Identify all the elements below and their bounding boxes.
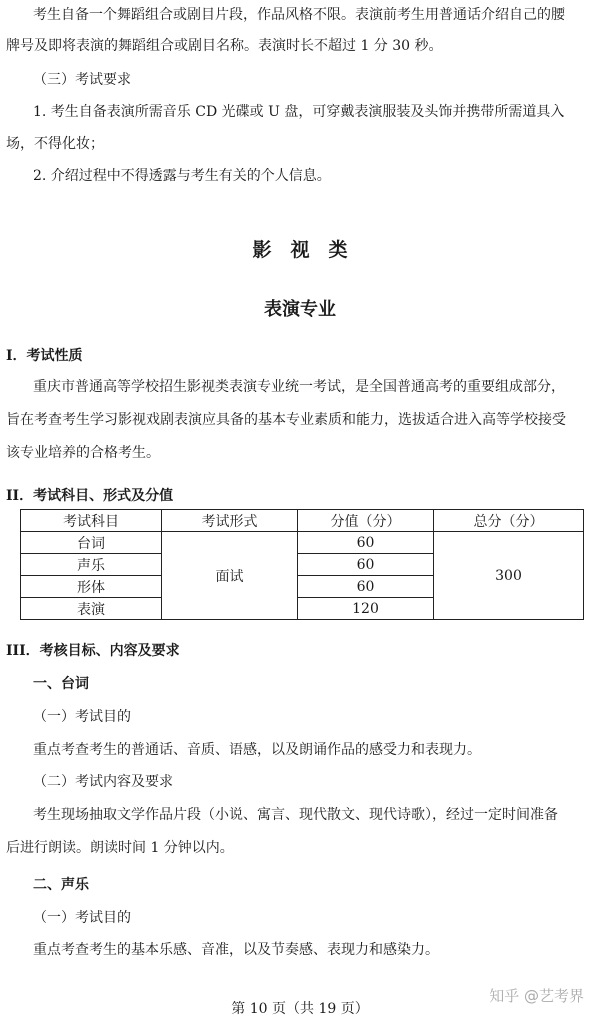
- paragraph-line: 该专业培养的合格考生。: [6, 445, 160, 461]
- paragraph-line: 后进行朗读。朗读时间 1 分钟以内。: [6, 840, 234, 856]
- paragraph-line: 牌号及即将表演的舞蹈组合或剧目名称。表演时长不超过 1 分 30 秒。: [6, 38, 443, 54]
- subsection-heading: 一、台词: [33, 676, 89, 692]
- category-title: 影 视 类: [252, 239, 348, 261]
- table-cell-subject: 形体: [21, 576, 162, 598]
- paragraph-line: 考生自备一个舞蹈组合或剧目片段，作品风格不限。表演前考生用普通话介绍自己的腰: [33, 7, 565, 23]
- paragraph-line: 考生现场抽取文学作品片段（小说、寓言、现代散文、现代诗歌），经过一定时间准备: [33, 807, 558, 823]
- subheading: （一）考试目的: [33, 910, 131, 926]
- table-header-cell: 分值（分）: [298, 510, 434, 532]
- table-header-row: [21, 510, 584, 532]
- table-cell-form: 面试: [162, 532, 298, 620]
- table-header-cell: 考试形式: [162, 510, 298, 532]
- paragraph-line: 2. 介绍过程中不得透露与考生有关的个人信息。: [33, 168, 331, 184]
- section-heading: III．考核目标、内容及要求: [6, 643, 180, 659]
- table-cell-total: 300: [434, 532, 584, 620]
- page-number: 第 10 页（共 19 页）: [231, 1001, 369, 1017]
- table-header-cell: 总分（分）: [434, 510, 584, 532]
- table-cell-score: 60: [298, 532, 434, 554]
- paragraph-line: 重庆市普通高等学校招生影视类表演专业统一考试，是全国普通高考的重要组成部分，: [33, 379, 565, 395]
- score-table: [20, 509, 584, 620]
- section-heading: I．考试性质: [6, 348, 83, 364]
- table-header-cell: 考试科目: [21, 510, 162, 532]
- table-cell-subject: 台词: [21, 532, 162, 554]
- subsection-heading: 二、声乐: [33, 877, 89, 893]
- paragraph-line: 场，不得化妆；: [6, 136, 104, 152]
- table-cell-subject: 声乐: [21, 554, 162, 576]
- subheading: （二）考试内容及要求: [33, 774, 173, 790]
- watermark: 知乎 @艺考界: [489, 987, 584, 1005]
- paragraph-line: 旨在考查考生学习影视戏剧表演应具备的基本专业素质和能力，选拔适合进入高等学校接受: [6, 412, 566, 428]
- paragraph-line: 重点考查考生的普通话、音质、语感，以及朗诵作品的感受力和表现力。: [33, 742, 481, 758]
- major-title: 表演专业: [264, 299, 336, 320]
- table-row: [21, 532, 584, 554]
- table-cell-score: 60: [298, 554, 434, 576]
- table-cell-subject: 表演: [21, 598, 162, 620]
- table-cell-score: 60: [298, 576, 434, 598]
- subheading: （三）考试要求: [33, 72, 131, 88]
- paragraph-line: 重点考查考生的基本乐感、音准，以及节奏感、表现力和感染力。: [33, 942, 439, 958]
- paragraph-line: 1. 考生自备表演所需音乐 CD 光碟或 U 盘，可穿戴表演服装及头饰并携带所需道具入: [33, 104, 565, 120]
- section-heading: II．考试科目、形式及分值: [6, 488, 174, 504]
- table-cell-score: 120: [298, 598, 434, 620]
- subheading: （一）考试目的: [33, 709, 131, 725]
